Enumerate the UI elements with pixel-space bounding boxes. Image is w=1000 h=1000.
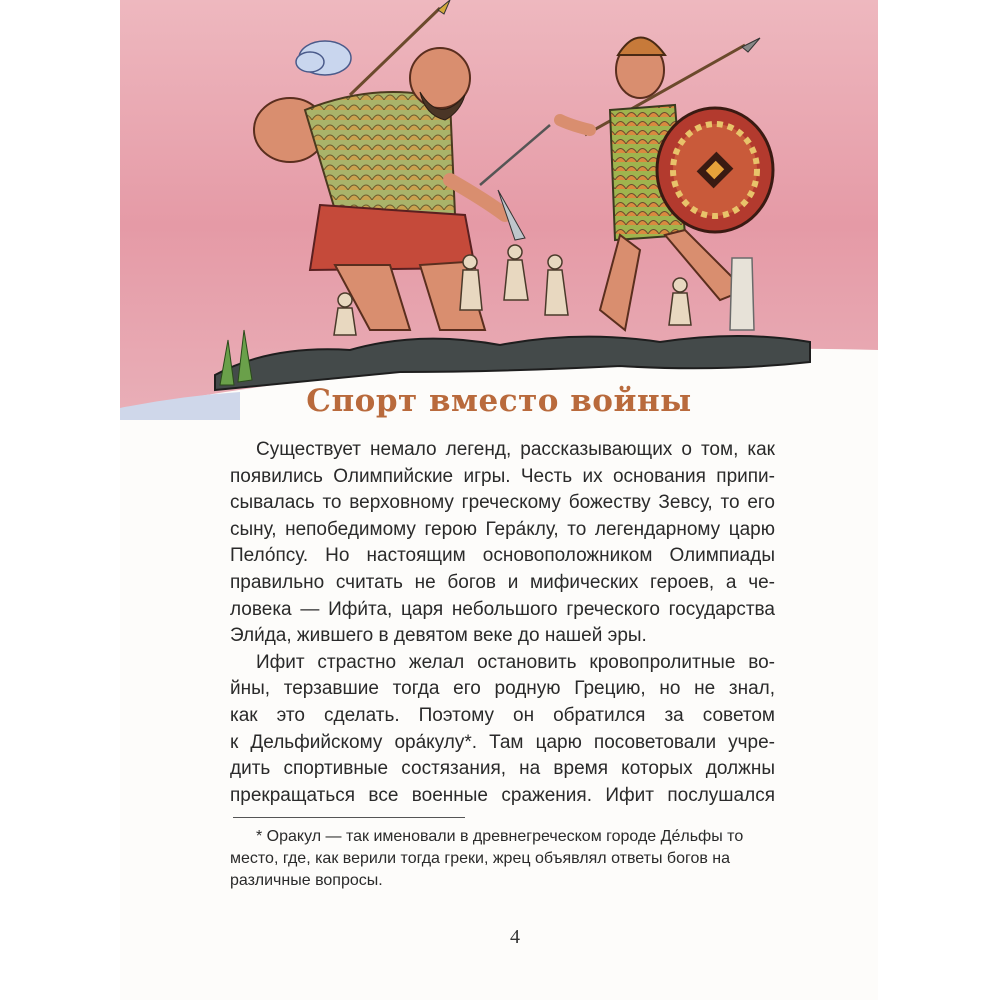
paragraph-1 (230, 437, 775, 650)
column-ruin (730, 258, 754, 330)
body-text (230, 437, 775, 809)
text-line: прекращаться все военные сражения. Ифит послушался (230, 784, 775, 806)
footnote-divider (233, 817, 465, 818)
text-line: к Дельфийскому ора́кулу*. Там царю посоветовали учре- (230, 731, 775, 753)
text-line: сывалась то верховному греческому божеству Зевсу, то его (230, 492, 775, 514)
text-line: ловека — Ифи́та, царя небольшого греческого государства (230, 598, 775, 620)
shield-icon (657, 108, 773, 232)
book-page (120, 0, 878, 1000)
text-line: Ифит страстно желал остановить кровопролитные во- (256, 651, 775, 673)
text-line: появились Олимпийские игры. Честь их основания припи- (230, 465, 775, 487)
text-line: как это сделать. Поэтому он обратился за советом (230, 704, 775, 726)
footnote (230, 826, 790, 892)
text-line: дить спортивные состязания, на время которых должны (230, 758, 775, 780)
text-line: Существует немало легенд, рассказывающих о том, как (256, 439, 775, 460)
warriors-illustration (120, 0, 878, 420)
text-line: йны, терзавшие тогда его родную Грецию, но не знал, (230, 678, 775, 700)
footnote-line: различные вопросы. (230, 872, 383, 889)
page-number: 4 (510, 926, 520, 948)
paragraph-2 (230, 650, 775, 810)
page-title: Спорт вместо войны (306, 383, 692, 419)
text-line: Пело́псу. Но настоящим основоположником Олимпиады (230, 545, 775, 567)
text-line: сыну, непобедимому герою Гера́клу, то легендарному царю (230, 518, 775, 540)
text-line: правильно считать не богов и мифических героев, а че- (230, 571, 775, 593)
footnote-line: место, где, как верили тогда греки, жрец объявлял ответы богов на (230, 850, 731, 867)
footnote-line: * Оракул — так именовали в древнегреческом городе Де́льфы то (256, 828, 744, 845)
text-line: Эли́да, жившего в девятом веке до нашей эры. (230, 625, 647, 647)
